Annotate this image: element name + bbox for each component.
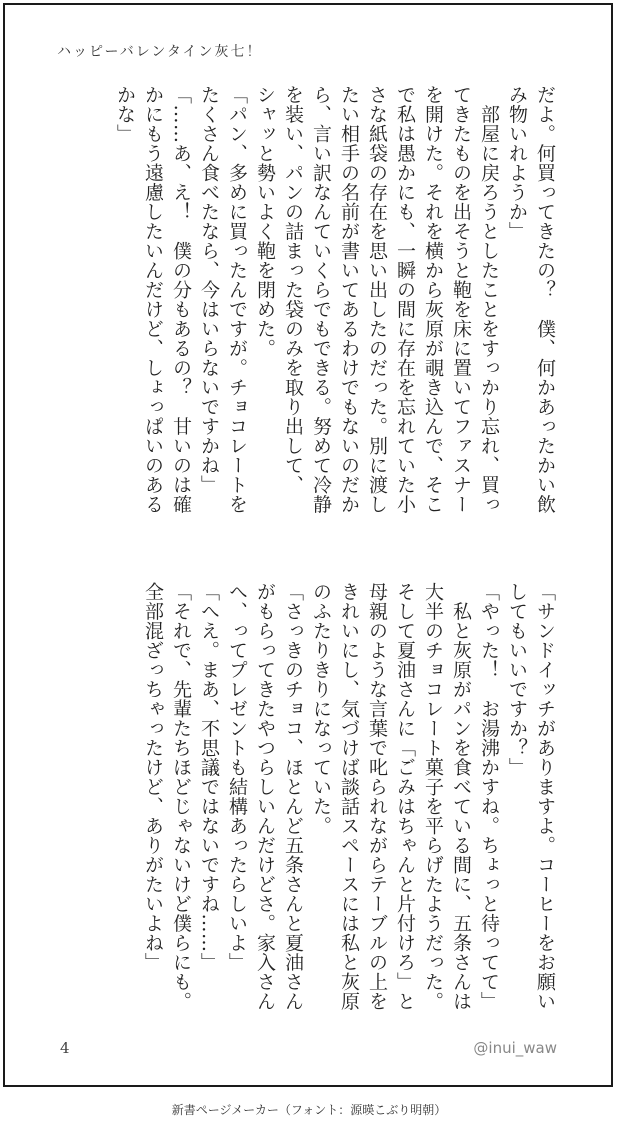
text-line: 部屋に戻ろうとしたことをすっかり忘れ、買っ	[478, 85, 500, 514]
text-line: かにもう遠慮したいんだけど、しょっぱいのある	[142, 85, 164, 514]
text-line: 「やった！ お湯沸かすね。ちょっと待ってて」	[478, 582, 500, 1011]
text-line: み物いれようか」	[506, 85, 528, 241]
page-number: 4	[60, 1039, 70, 1057]
text-line: のふたりきりになっていた。	[310, 582, 332, 836]
upper-text-section	[111, 85, 559, 565]
text-line: 「サンドイッチがありますよ。コーヒーをお願い	[534, 582, 556, 1011]
text-line: 「それで、先輩たちほどじゃないけど僕らにも。	[170, 582, 192, 1011]
running-header-title: ハッピーバレンタイン灰七！	[57, 44, 263, 60]
text-line: を開けた。それを横から灰原が覗き込んで、そこ	[422, 85, 444, 514]
text-line: ら、言い訳なんていくらでもできる。努めて冷静	[310, 85, 332, 514]
text-line: 私と灰原がパンを食べている間に、五条さんは	[450, 582, 472, 1011]
text-line: 「さっきのチョコ、ほとんど五条さんと夏油さん	[282, 582, 304, 1011]
text-line: 「パン、多めに買ったんですが。チョコレートを	[226, 85, 248, 514]
text-line: シャッと勢いよく鞄を閉めた。	[254, 85, 276, 358]
text-line: で私は愚かにも、一瞬の間に存在を忘れていた小	[394, 85, 416, 514]
page-frame	[3, 3, 613, 1087]
author-handle: @inui_waw	[473, 1039, 557, 1057]
text-line: てきたものを出そうと鞄を床に置いてファスナー	[450, 85, 472, 514]
text-line: がもらってきたやつらしいんだけどさ。家入さん	[254, 582, 276, 1011]
generator-credit: 新書ページメーカー（フォント：源暎こぶり明朝）	[171, 1103, 447, 1117]
text-line: 全部混ざっちゃったけど、ありがたいよね」	[142, 582, 164, 972]
text-line: 母親のような言葉で叱られながらテーブルの上を	[366, 582, 388, 1011]
text-line: かな」	[114, 85, 136, 144]
text-line: たくさん食べたなら、今はいらないですかね」	[198, 85, 220, 495]
text-line: を装い、パンの詰まった袋のみを取り出して、	[282, 85, 304, 495]
text-line: 大半のチョコレート菓子を平らげたようだった。	[422, 582, 444, 1011]
text-line: へ、ってプレゼントも結構あったらしいよ」	[226, 582, 248, 972]
lower-text-section	[139, 582, 559, 1052]
text-line: たい相手の名前が書いてあるわけでもないのだか	[338, 85, 360, 514]
text-line: さな紙袋の存在を思い出したのだった。別に渡し	[366, 85, 388, 514]
text-line: そして夏油さんに「ごみはちゃんと片付けろ」と	[394, 582, 416, 1011]
text-line: 「へえ。まあ、不思議ではないですね……」	[198, 582, 220, 972]
text-line: だよ。何買ってきたの？ 僕、何かあったかい飲	[534, 85, 556, 514]
text-line: きれいにし、気づけば談話スペースには私と灰原	[338, 582, 360, 1011]
text-line: してもいいですか？」	[506, 582, 528, 777]
text-line: 「……あ、え！ 僕の分もあるの？ 甘いのは確	[170, 85, 192, 514]
